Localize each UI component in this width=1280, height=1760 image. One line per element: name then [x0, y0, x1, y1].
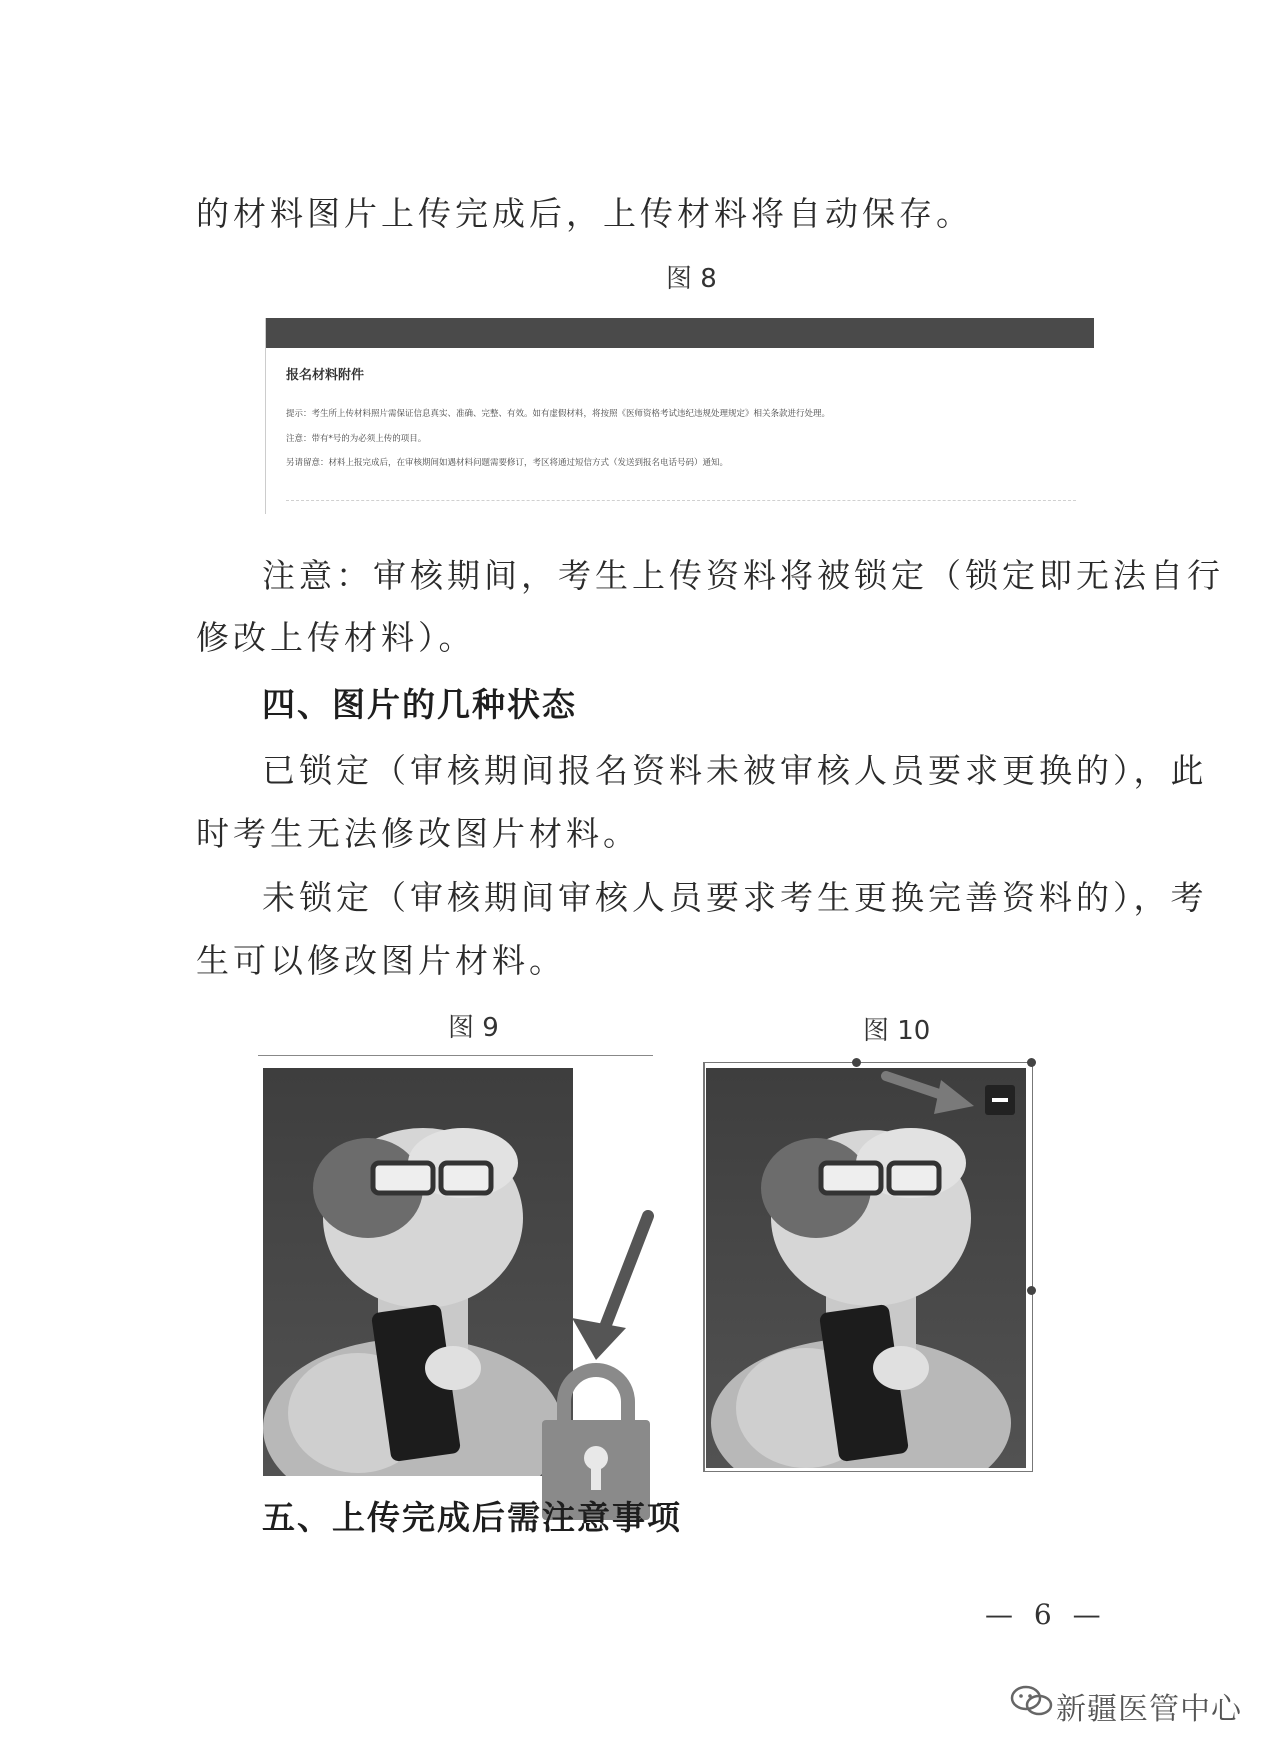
locked-line-1: 已锁定（审核期间报名资料未被审核人员要求更换的），此	[262, 751, 1208, 790]
section-5-heading: 五、上传完成后需注意事项	[262, 1498, 682, 1537]
page-number: — 6 —	[985, 1598, 1107, 1631]
fig8-tip: 提示：考生所上传材料照片需保证信息真实、准确、完整、有效。如有虚假材料，将按照《医师资格考试违纪违规处理规定》相关条款进行处理。	[286, 409, 831, 419]
fig8-divider	[286, 500, 1076, 501]
figure-10-caption: 图 10	[863, 1016, 931, 1046]
figure-8-screenshot	[265, 318, 1094, 514]
resize-handle	[1027, 1058, 1036, 1067]
resize-handle	[1027, 1286, 1036, 1295]
figure-10-illustration	[706, 1068, 1026, 1468]
unlocked-line-2: 生可以修改图片材料。	[196, 941, 566, 980]
fig8-extra: 另请留意：材料上报完成后，在审核期间如遇材料问题需要修订，考区将通过短信方式（发送到报名电话号码）通知。	[286, 458, 729, 468]
fig8-header-bar	[266, 318, 1094, 348]
figure-9-frame	[258, 1055, 653, 1056]
fig8-note: 注意：带有*号的为必须上传的项目。	[286, 434, 427, 444]
arrow-down-icon	[572, 1216, 648, 1360]
remove-icon[interactable]	[985, 1085, 1015, 1115]
locked-line-2: 时考生无法修改图片材料。	[196, 814, 640, 853]
watermark: 新疆医管中心	[1056, 1692, 1242, 1727]
note-line-1: 注意：审核期间，考生上传资料将被锁定（锁定即无法自行	[262, 556, 1224, 595]
figure-9-photo	[263, 1068, 573, 1476]
resize-handle	[852, 1058, 861, 1067]
figure-10-photo	[706, 1068, 1026, 1468]
unlocked-line-1: 未锁定（审核期间审核人员要求考生更换完善资料的），考	[262, 878, 1208, 917]
note-line-2: 修改上传材料）。	[196, 618, 476, 657]
section-4-heading: 四、图片的几种状态	[262, 685, 577, 724]
wechat-icon	[1010, 1683, 1054, 1719]
arrow-right-icon	[886, 1076, 974, 1114]
figure-9-caption: 图 9	[448, 1013, 499, 1043]
lock-icon	[530, 1210, 660, 1530]
fig8-title: 报名材料附件	[286, 368, 365, 383]
paragraph-continuation: 的材料图片上传完成后，上传材料将自动保存。	[196, 194, 973, 233]
figure-9-illustration	[263, 1068, 573, 1476]
figure-8-caption: 图 8	[666, 264, 717, 294]
